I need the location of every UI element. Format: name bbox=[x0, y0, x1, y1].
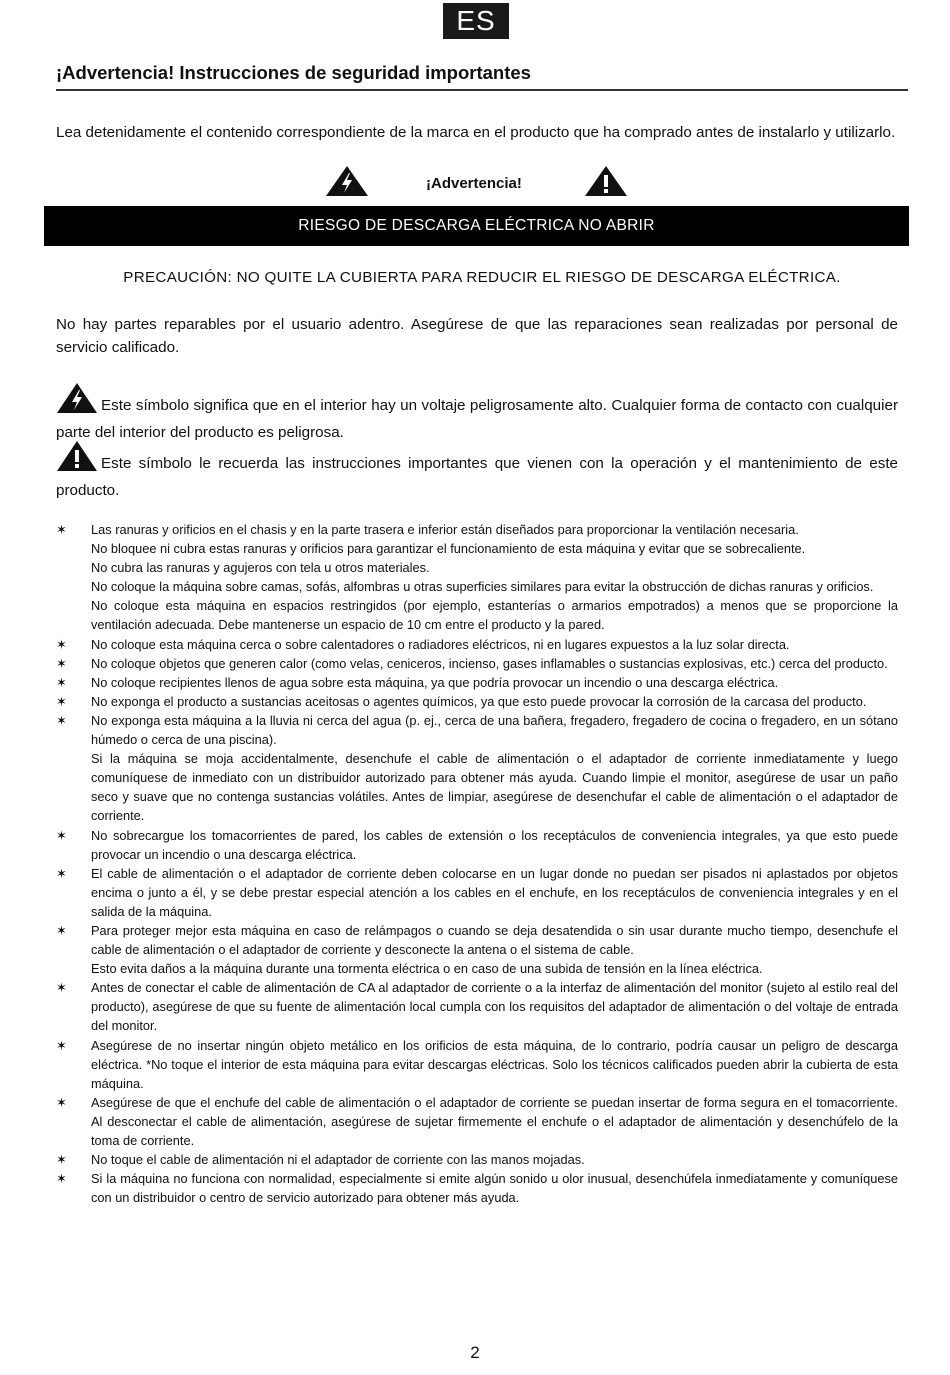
list-item-text: No toque el cable de alimentación ni el adaptador de corriente con las manos mojadas. bbox=[91, 1152, 585, 1168]
safety-bullet-list bbox=[56, 520, 898, 1207]
list-item-text: No exponga esta máquina a la lluvia ni cerca del agua (p. ej., cerca de una bañera, fregadero, fregadero de cocina o fregadero, en un sótano húmedo o cerca de una piscina). bbox=[91, 712, 898, 748]
bullet-star-icon: ✶ bbox=[56, 674, 67, 690]
lightning-warning-icon bbox=[325, 165, 369, 202]
bullet-star-icon: ✶ bbox=[56, 1171, 67, 1187]
list-item bbox=[56, 978, 898, 1035]
list-item-text: Si la máquina no funciona con normalidad, especialmente si emite algún sonido u olor inusual, desenchúfela inmediatamente y comuníquese con un distribuidor o centro de servicio autorizado para obtener más ayuda. bbox=[91, 1171, 898, 1206]
bullet-star-icon: ✶ bbox=[56, 922, 67, 938]
list-item bbox=[56, 1036, 898, 1093]
list-item-text: Antes de conectar el cable de alimentación de CA al adaptador de corriente o a la interfaz de alimentación del monitor (sujeto al estilo real del producto), asegúrese de que su fuente de alimentación local cumpla con los requisitos del adaptador de alimentación o del voltaje de entrada del monitor. bbox=[91, 980, 898, 1034]
list-item-text: No coloque la máquina sobre camas, sofás, alfombras u otras superficies similares para evitar la obstrucción de dichas ranuras y orificios. bbox=[91, 579, 874, 595]
bullet-star-icon: ✶ bbox=[56, 1037, 67, 1053]
list-item-text: Si la máquina se moja accidentalmente, desenchufe el cable de alimentación o el adaptador de corriente inmediatamente y luego comuníquese de inmediato con un distribuidor autorizado para obtener más ayuda. Cuando limpie el monitor, asegúrese de usar un paño seco y suave que no contenga sustancias volátiles. Antes de limpiar, asegúrese de desenchufar el cable de alimentación o el adaptador de corriente. bbox=[91, 751, 898, 824]
list-item bbox=[56, 921, 898, 978]
list-item-text: El cable de alimentación o el adaptador de corriente deben colocarse en un lugar donde no puedan ser pisados ni aplastados por objetos encima o junto a él, y se debe prestar especial atención a los cables en el enchufe, en los receptáculos de conveniencia integrales y en el salida de la máquina. bbox=[91, 865, 898, 919]
bullet-star-icon: ✶ bbox=[56, 980, 67, 996]
list-item-text: Asegúrese de no insertar ningún objeto metálico en los orificios de esta máquina, de lo contrario, podría causar un peligro de descarga eléctrica. *No toque el interior de esta máquina para evitar descargas eléctricas. Solo los técnicos calificados pueden abrir la cubierta de esta máquina. bbox=[91, 1037, 898, 1091]
bullet-star-icon: ✶ bbox=[56, 1094, 67, 1110]
list-item bbox=[56, 826, 898, 864]
page-title: ¡Advertencia! Instrucciones de seguridad importantes bbox=[56, 62, 908, 91]
list-item-text: No coloque esta máquina en espacios restringidos (por ejemplo, estanterías o armarios empotrados) a menos que se proporcione la ventilación adecuada. Debe mantenerse un espacio de 10 cm entre el producto y la pared. bbox=[91, 598, 898, 633]
bullet-star-icon: ✶ bbox=[56, 827, 67, 843]
voltage-symbol-note bbox=[56, 382, 898, 444]
language-badge: ES bbox=[443, 3, 509, 39]
bullet-star-icon: ✶ bbox=[56, 865, 67, 881]
shock-risk-banner: RIESGO DE DESCARGA ELÉCTRICA NO ABRIR bbox=[44, 206, 909, 246]
list-item-text: No sobrecargue los tomacorrientes de pared, los cables de extensión o los receptáculos de conveniencia integrales, ya que esto puede provocar un incendio o una descarga eléctrica. bbox=[91, 827, 898, 862]
bullet-star-icon: ✶ bbox=[56, 636, 67, 652]
bullet-star-icon: ✶ bbox=[56, 1152, 67, 1168]
list-item-text: Las ranuras y orificios en el chasis y en la parte trasera e inferior están diseñados para proporcionar la ventilación necesaria. bbox=[91, 522, 799, 537]
caution-text: PRECAUCIÓN: NO QUITE LA CUBIERTA PARA REDUCIR EL RIESGO DE DESCARGA ELÉCTRICA. bbox=[123, 269, 841, 286]
list-item bbox=[56, 654, 898, 673]
list-item bbox=[56, 864, 898, 921]
list-item-text: Esto evita daños a la máquina durante una tormenta eléctrica o en caso de una subida de tensión en la línea eléctrica. bbox=[91, 961, 763, 977]
list-item-text: No coloque esta máquina cerca o sobre calentadores o radiadores eléctricos, ni en lugares expuestos a la luz solar directa. bbox=[91, 636, 790, 652]
intro-paragraph: Lea detenidamente el contenido correspondiente de la marca en el producto que ha comprado antes de instalarlo y utilizarlo. bbox=[56, 124, 896, 141]
list-item bbox=[56, 692, 898, 711]
list-item bbox=[56, 673, 898, 692]
instructions-symbol-note bbox=[56, 440, 898, 502]
voltage-symbol-text: Este símbolo significa que en el interior hay un voltaje peligrosamente alto. Cualquier forma de contacto con cualquier parte del interior del producto es peligrosa. bbox=[56, 397, 898, 441]
list-item-text: No coloque objetos que generen calor (como velas, ceniceros, incienso, gases inflamables o sustancias explosivas, etc.) cerca del producto. bbox=[91, 655, 888, 671]
bullet-star-icon: ✶ bbox=[56, 522, 67, 537]
list-item-text: No bloquee ni cubra estas ranuras y orificios para garantizar el funcionamiento de esta máquina y evitar que se sobrecaliente. bbox=[91, 541, 806, 557]
list-item-text: No cubra las ranuras y agujeros con tela u otros materiales. bbox=[91, 560, 430, 576]
exclamation-warning-icon bbox=[56, 440, 98, 479]
list-item bbox=[56, 520, 898, 635]
service-note: No hay partes reparables por el usuario adentro. Asegúrese de que las reparaciones sean realizadas por personal de servicio calificado. bbox=[56, 316, 898, 356]
exclamation-warning-icon bbox=[584, 165, 628, 202]
warning-label: ¡Advertencia! bbox=[426, 175, 522, 192]
list-item bbox=[56, 1150, 898, 1169]
page-number: 2 bbox=[470, 1343, 480, 1362]
instructions-symbol-text: Este símbolo le recuerda las instrucciones importantes que vienen con la operación y el mantenimiento de este producto. bbox=[56, 455, 898, 499]
warning-header-row bbox=[56, 165, 908, 201]
bullet-star-icon: ✶ bbox=[56, 693, 67, 709]
list-item-text: Para proteger mejor esta máquina en caso de relámpagos o cuando se deja desatendida o sin usar durante mucho tiempo, desenchufe el cable de alimentación o el adaptador de corriente y desconecte la antena o el sistema de cable. bbox=[91, 922, 898, 958]
list-item bbox=[56, 711, 898, 826]
lightning-warning-icon bbox=[56, 382, 98, 421]
list-item bbox=[56, 635, 898, 654]
list-item-text: No coloque recipientes llenos de agua sobre esta máquina, ya que podría provocar un incendio o una descarga eléctrica. bbox=[91, 674, 779, 690]
list-item-text: Asegúrese de que el enchufe del cable de alimentación o el adaptador de corriente se puedan insertar de forma segura en el tomacorriente. Al desconectar el cable de alimentación, asegúrese de sujetar firmemente el enchufe o el adaptador de alimentación y desenchúfelo de la toma de corriente. bbox=[91, 1094, 898, 1148]
list-item-text: No exponga el producto a sustancias aceitosas o agentes químicos, ya que esto puede provocar la corrosión de la carcasa del producto. bbox=[91, 693, 867, 709]
bullet-star-icon: ✶ bbox=[56, 655, 67, 671]
list-item bbox=[56, 1093, 898, 1150]
bullet-star-icon: ✶ bbox=[56, 712, 67, 728]
list-item bbox=[56, 1169, 898, 1207]
